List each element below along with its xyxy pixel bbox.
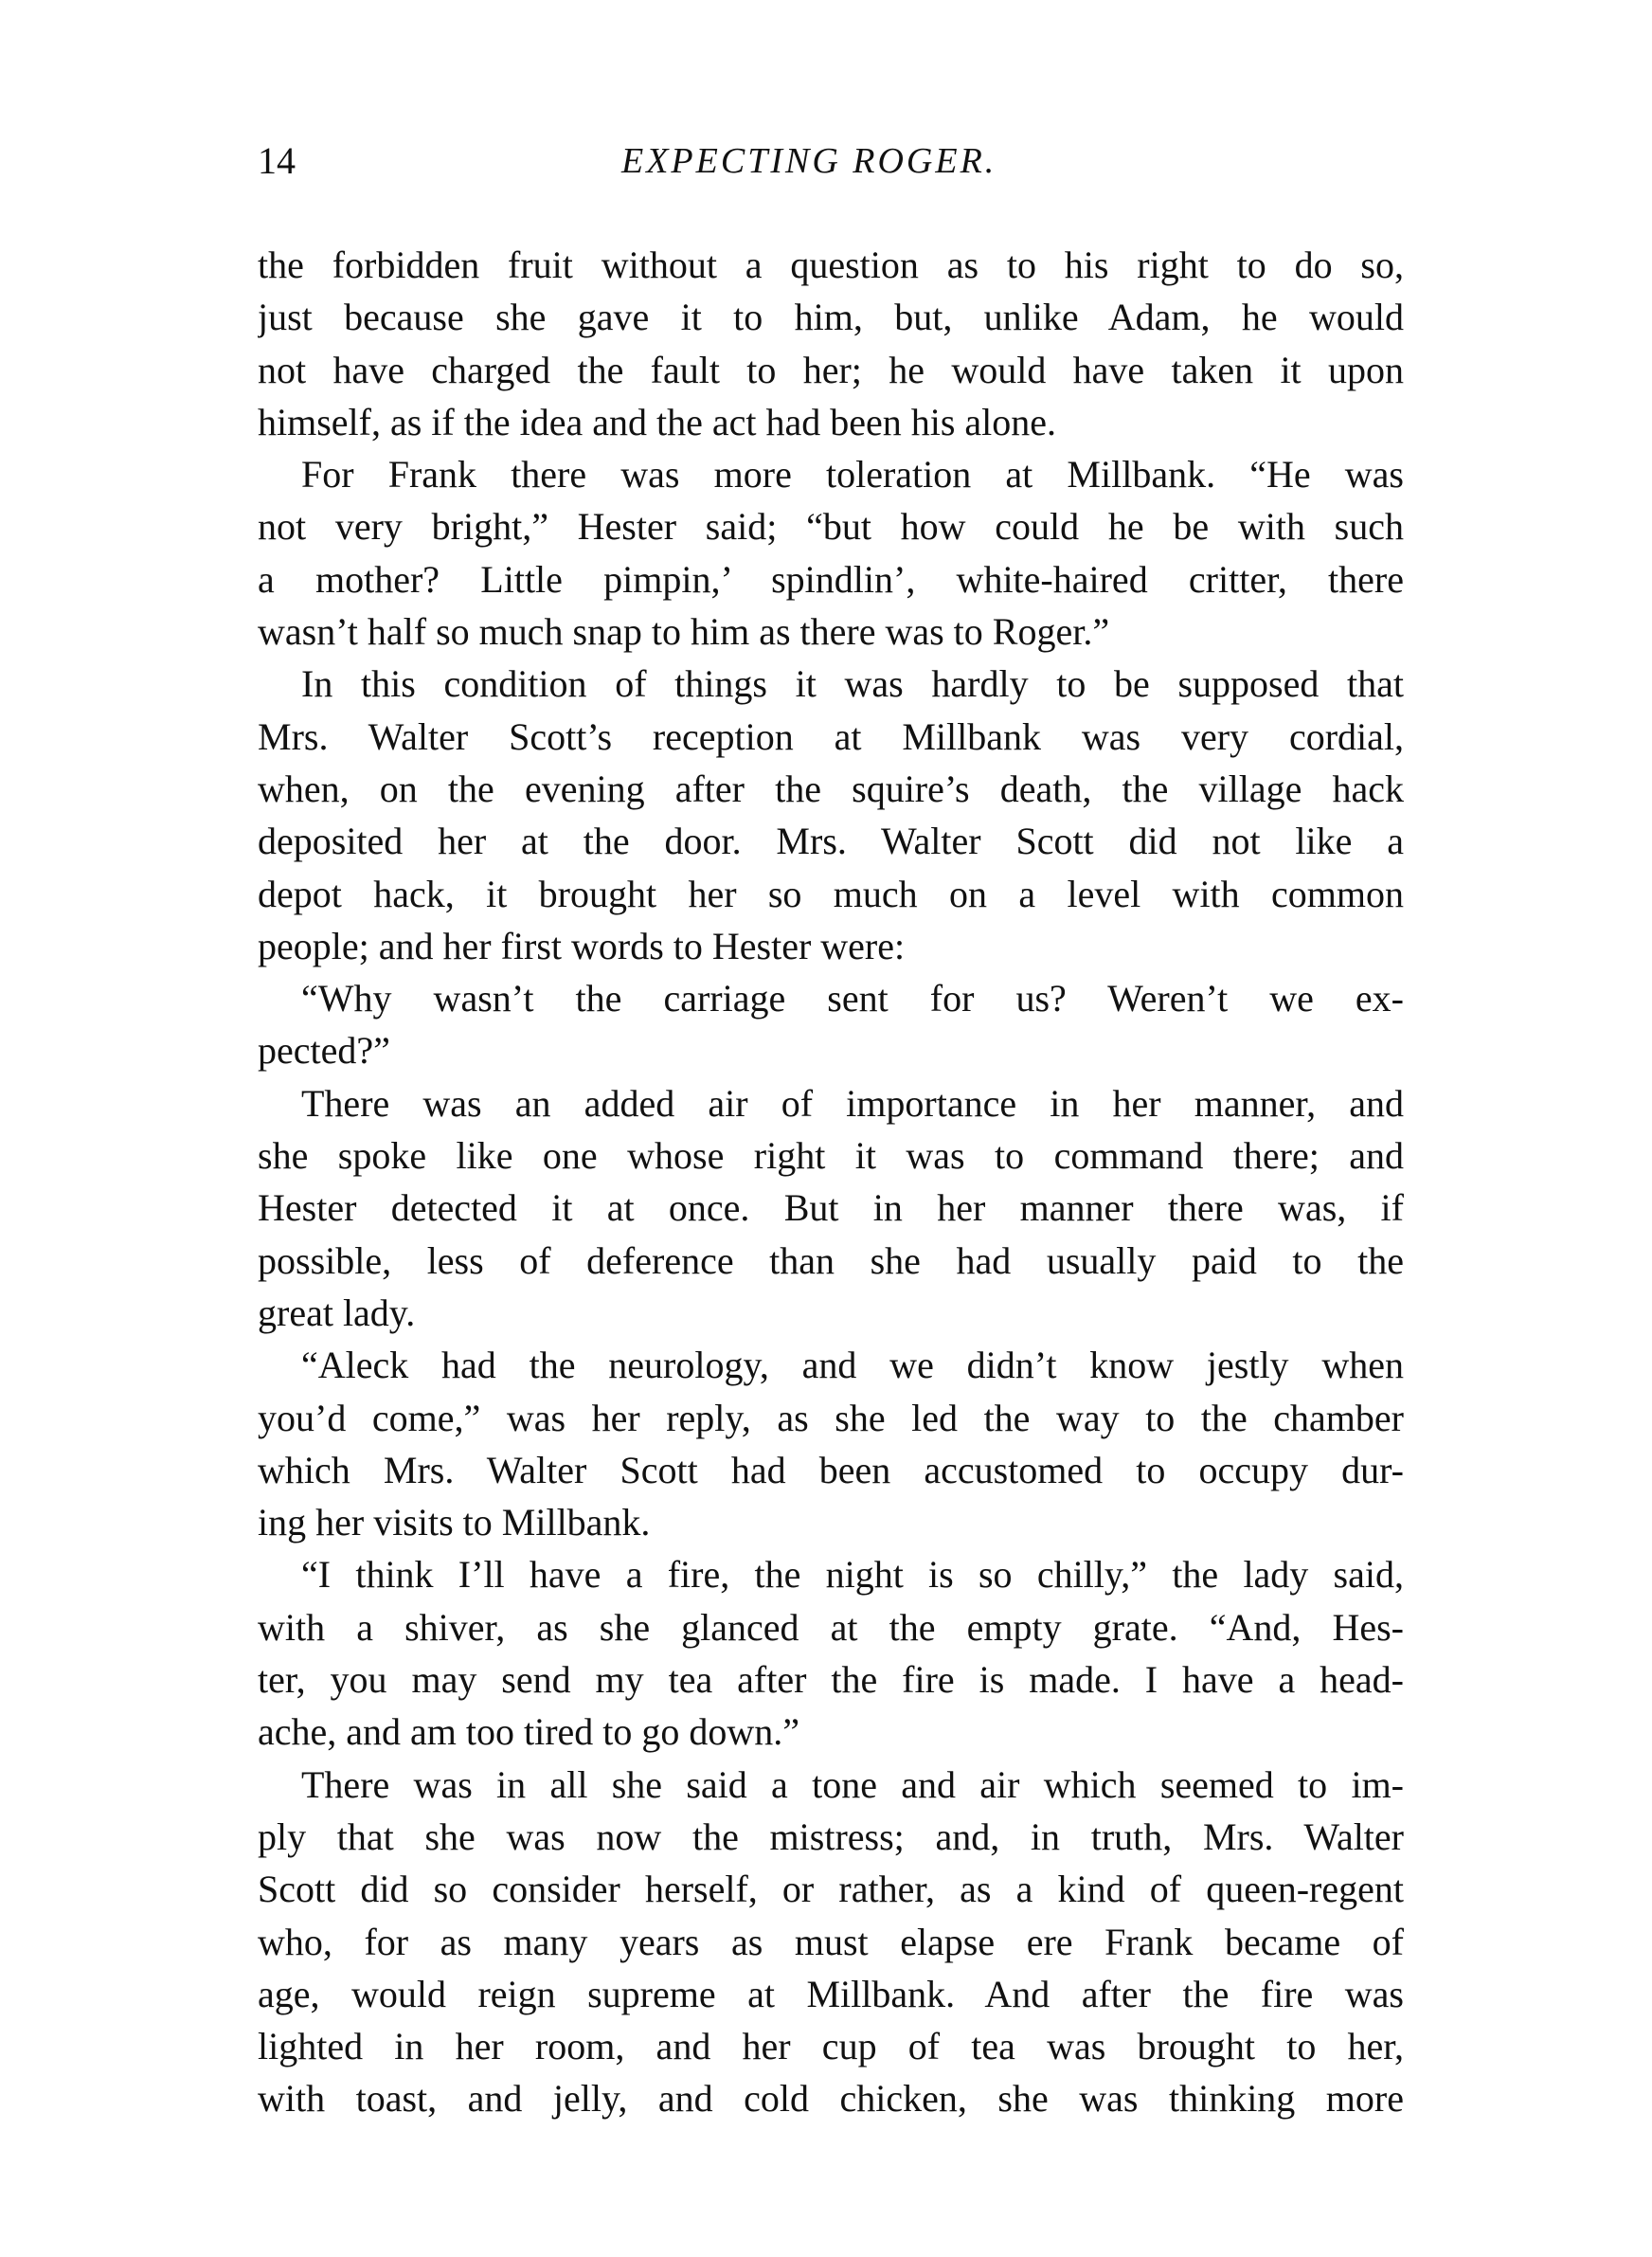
body-text <box>258 239 1404 2125</box>
text-line: great lady. <box>258 1291 416 1334</box>
text-line: the forbidden fruit without a question as to his right to do so, <box>258 244 1404 286</box>
text-line: a mother? Little pimpin,’ spindlin’, white-haired critter, there <box>258 557 1404 601</box>
text-line: ing her visits to Millbank. <box>258 1501 651 1544</box>
text-line: In this condition of things it was hardly to be supposed that <box>301 662 1404 706</box>
text-line: “Aleck had the neurology, and we didn’t know jestly when <box>301 1344 1404 1387</box>
text-line: you’d come,” was her reply, as she led the way to the chamber <box>258 1396 1404 1439</box>
text-line: not very bright,” Hester said; “but how could he be with such <box>258 505 1404 549</box>
text-line: not have charged the fault to her; he would have taken it upon <box>258 348 1404 391</box>
text-line: ache, and am too tired to go down.” <box>258 1710 800 1754</box>
text-line: possible, less of deference than she had usually paid to the <box>258 1238 1404 1282</box>
page-number: 14 <box>258 139 296 182</box>
text-line: who, for as many years as must elapse ere Frank became of <box>258 1920 1404 1963</box>
running-head <box>258 138 1394 195</box>
text-line: There was in all she said a tone and air which seemed to im- <box>301 1762 1404 1806</box>
text-line: There was an added air of importance in her manner, and <box>301 1081 1404 1125</box>
text-line: which Mrs. Walter Scott had been accustomed to occupy dur- <box>258 1448 1404 1491</box>
text-line: pected?” <box>258 1029 390 1073</box>
text-line: she spoke like one whose right it was to command there; and <box>258 1134 1404 1178</box>
text-line: with toast, and jelly, and cold chicken, she was thinking more <box>258 2077 1404 2121</box>
text-line: himself, as if the idea and the act had been his alone. <box>258 400 1057 443</box>
text-line: when, on the evening after the squire’s death, the village hack <box>258 767 1404 810</box>
text-line: Mrs. Walter Scott’s reception at Millbank was very cordial, <box>258 714 1404 758</box>
text-line: just because she gave it to him, but, unlike Adam, he would <box>258 296 1404 339</box>
text-line: age, would reign supreme at Millbank. And after the fire was <box>258 1972 1404 2015</box>
text-line: “I think I’ll have a fire, the night is so chilly,” the lady said, <box>301 1553 1404 1597</box>
text-line: with a shiver, as she glanced at the empty grate. “And, Hes- <box>258 1605 1404 1649</box>
text-line: Hester detected it at once. But in her manner there was, if <box>258 1186 1404 1230</box>
text-line: ter, you may send my tea after the fire is made. I have a head- <box>258 1658 1404 1702</box>
text-line: For Frank there was more toleration at Millbank. “He was <box>301 453 1404 497</box>
text-line: depot hack, it brought her so much on a level with common <box>258 872 1404 915</box>
text-line: people; and her first words to Hester were: <box>258 924 906 967</box>
text-line: deposited her at the door. Mrs. Walter Scott did not like a <box>258 820 1404 863</box>
text-line: ply that she was now the mistress; and, in truth, Mrs. Walter <box>258 1815 1404 1858</box>
text-line: wasn’t half so much snap to him as there was to Roger.” <box>258 610 1110 654</box>
text-line: Scott did so consider herself, or rather, as a kind of queen-regent <box>258 1868 1404 1911</box>
text-line: “Why wasn’t the carriage sent for us? Weren’t we ex- <box>301 977 1404 1020</box>
text-line: lighted in her room, and her cup of tea was brought to her, <box>258 2025 1404 2068</box>
running-title: EXPECTING ROGER. <box>621 141 997 181</box>
